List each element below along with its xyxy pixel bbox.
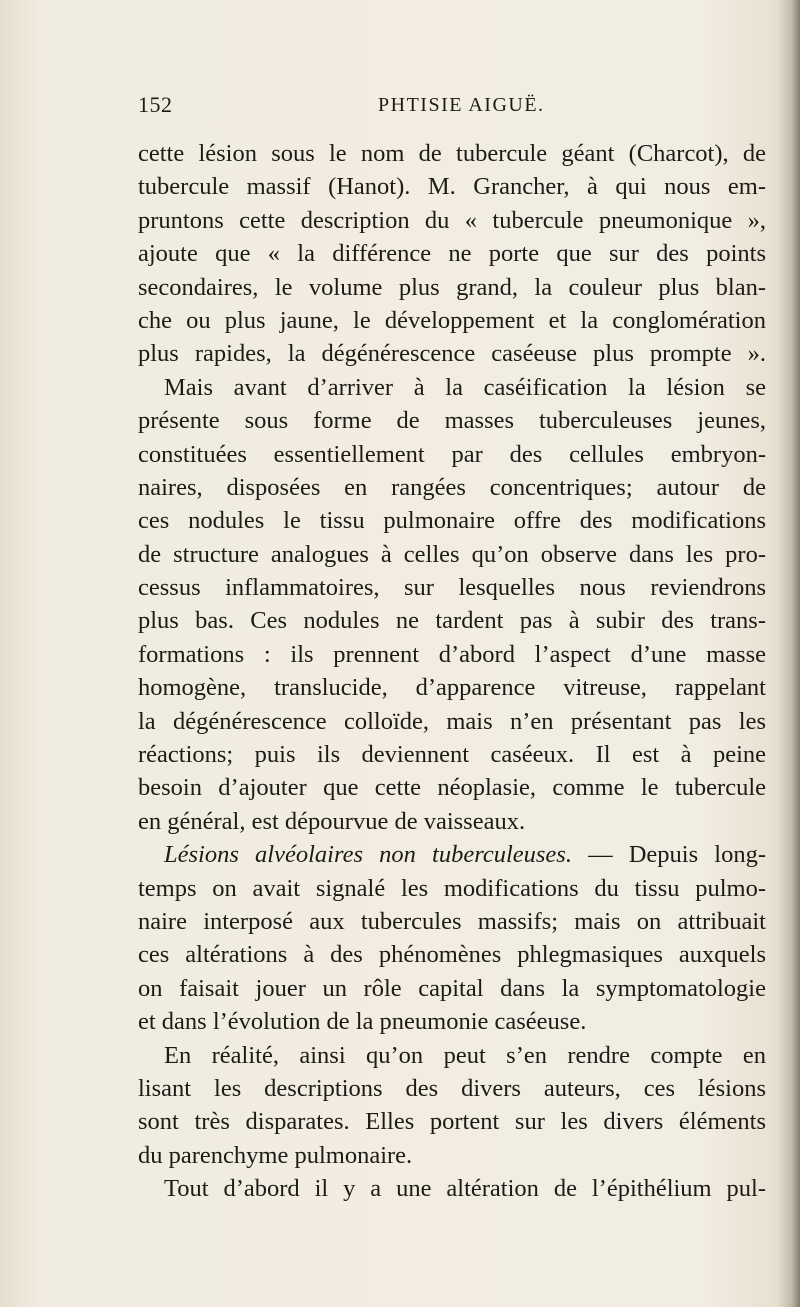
body-text — [138, 137, 766, 1206]
text-line: Mais avant d’arriver à la caséification la lésion se — [164, 373, 766, 401]
text-line: che ou plus jaune, le développement et la conglomération — [138, 306, 766, 334]
text-line: constituées essentiellement par des cellules embryon- — [138, 440, 766, 468]
text-line: tubercule massif (Hanot). M. Grancher, à qui nous em- — [138, 173, 766, 201]
text-line: pruntons cette description du « tubercule pneumonique », — [138, 206, 766, 234]
text-line: du parenchyme pulmonaire. — [138, 1141, 413, 1169]
text-line: de structure analogues à celles qu’on observe dans les pro- — [138, 540, 766, 568]
text-line: En réalité, ainsi qu’on peut s’en rendre compte en — [164, 1041, 766, 1069]
text-line: cette lésion sous le nom de tubercule géant (Charcot), de — [138, 140, 766, 167]
text-line: naires, disposées en rangées concentriques; autour de — [138, 473, 766, 501]
page-edge-shadow — [778, 0, 800, 1307]
text-line: et dans l’évolution de la pneumonie caséeuse. — [138, 1008, 587, 1036]
text-line: plus bas. Ces nodules ne tardent pas à subir des trans- — [138, 607, 766, 635]
section-heading-continuation: — Depuis long- — [571, 841, 767, 869]
text-line: besoin d’ajouter que cette néoplasie, comme le tubercule — [138, 774, 766, 802]
text-line: temps on avait signalé les modifications du tissu pulmo- — [138, 874, 766, 902]
text-line: ces nodules le tissu pulmonaire offre des modifications — [138, 507, 766, 535]
text-line: cessus inflammatoires, sur lesquelles nous reviendrons — [138, 574, 766, 602]
text-line: ces altérations à des phénomènes phlegmasiques auxquels — [138, 941, 766, 969]
text-line: réactions; puis ils deviennent caséeux. Il est à peine — [138, 741, 766, 769]
text-line: sont très disparates. Elles portent sur les divers éléments — [138, 1108, 766, 1136]
section-heading-italic: Lésions alvéolaires non tuberculeuses. — [164, 841, 572, 869]
text-line: plus rapides, la dégénérescence caséeuse plus prompte ». — [138, 340, 766, 368]
text-line: lisant les descriptions des divers auteurs, ces lésions — [138, 1074, 766, 1102]
text-line: on faisait jouer un rôle capital dans la symptomatologie — [138, 974, 766, 1002]
text-line: la dégénérescence colloïde, mais n’en présentant pas les — [138, 707, 766, 735]
text-line: naire interposé aux tubercules massifs; mais on attribuait — [138, 907, 766, 935]
text-line: ajoute que « la différence ne porte que sur des points — [138, 240, 766, 268]
text-line-section-heading — [138, 838, 766, 871]
running-title: PHTISIE AIGUË. — [378, 94, 545, 116]
page-number: 152 — [138, 92, 173, 117]
page-header — [138, 92, 658, 122]
text-line: formations : ils prennent d’abord l’aspect d’une masse — [138, 640, 766, 668]
text-line: homogène, translucide, d’apparence vitreuse, rappelant — [138, 674, 766, 702]
text-line: en général, est dépourvue de vaisseaux. — [138, 807, 526, 835]
text-line: secondaires, le volume plus grand, la couleur plus blan- — [138, 273, 766, 301]
text-line: présente sous forme de masses tuberculeuses jeunes, — [138, 407, 766, 435]
text-line: Tout d’abord il y a une altération de l’épithélium pul- — [164, 1175, 766, 1203]
